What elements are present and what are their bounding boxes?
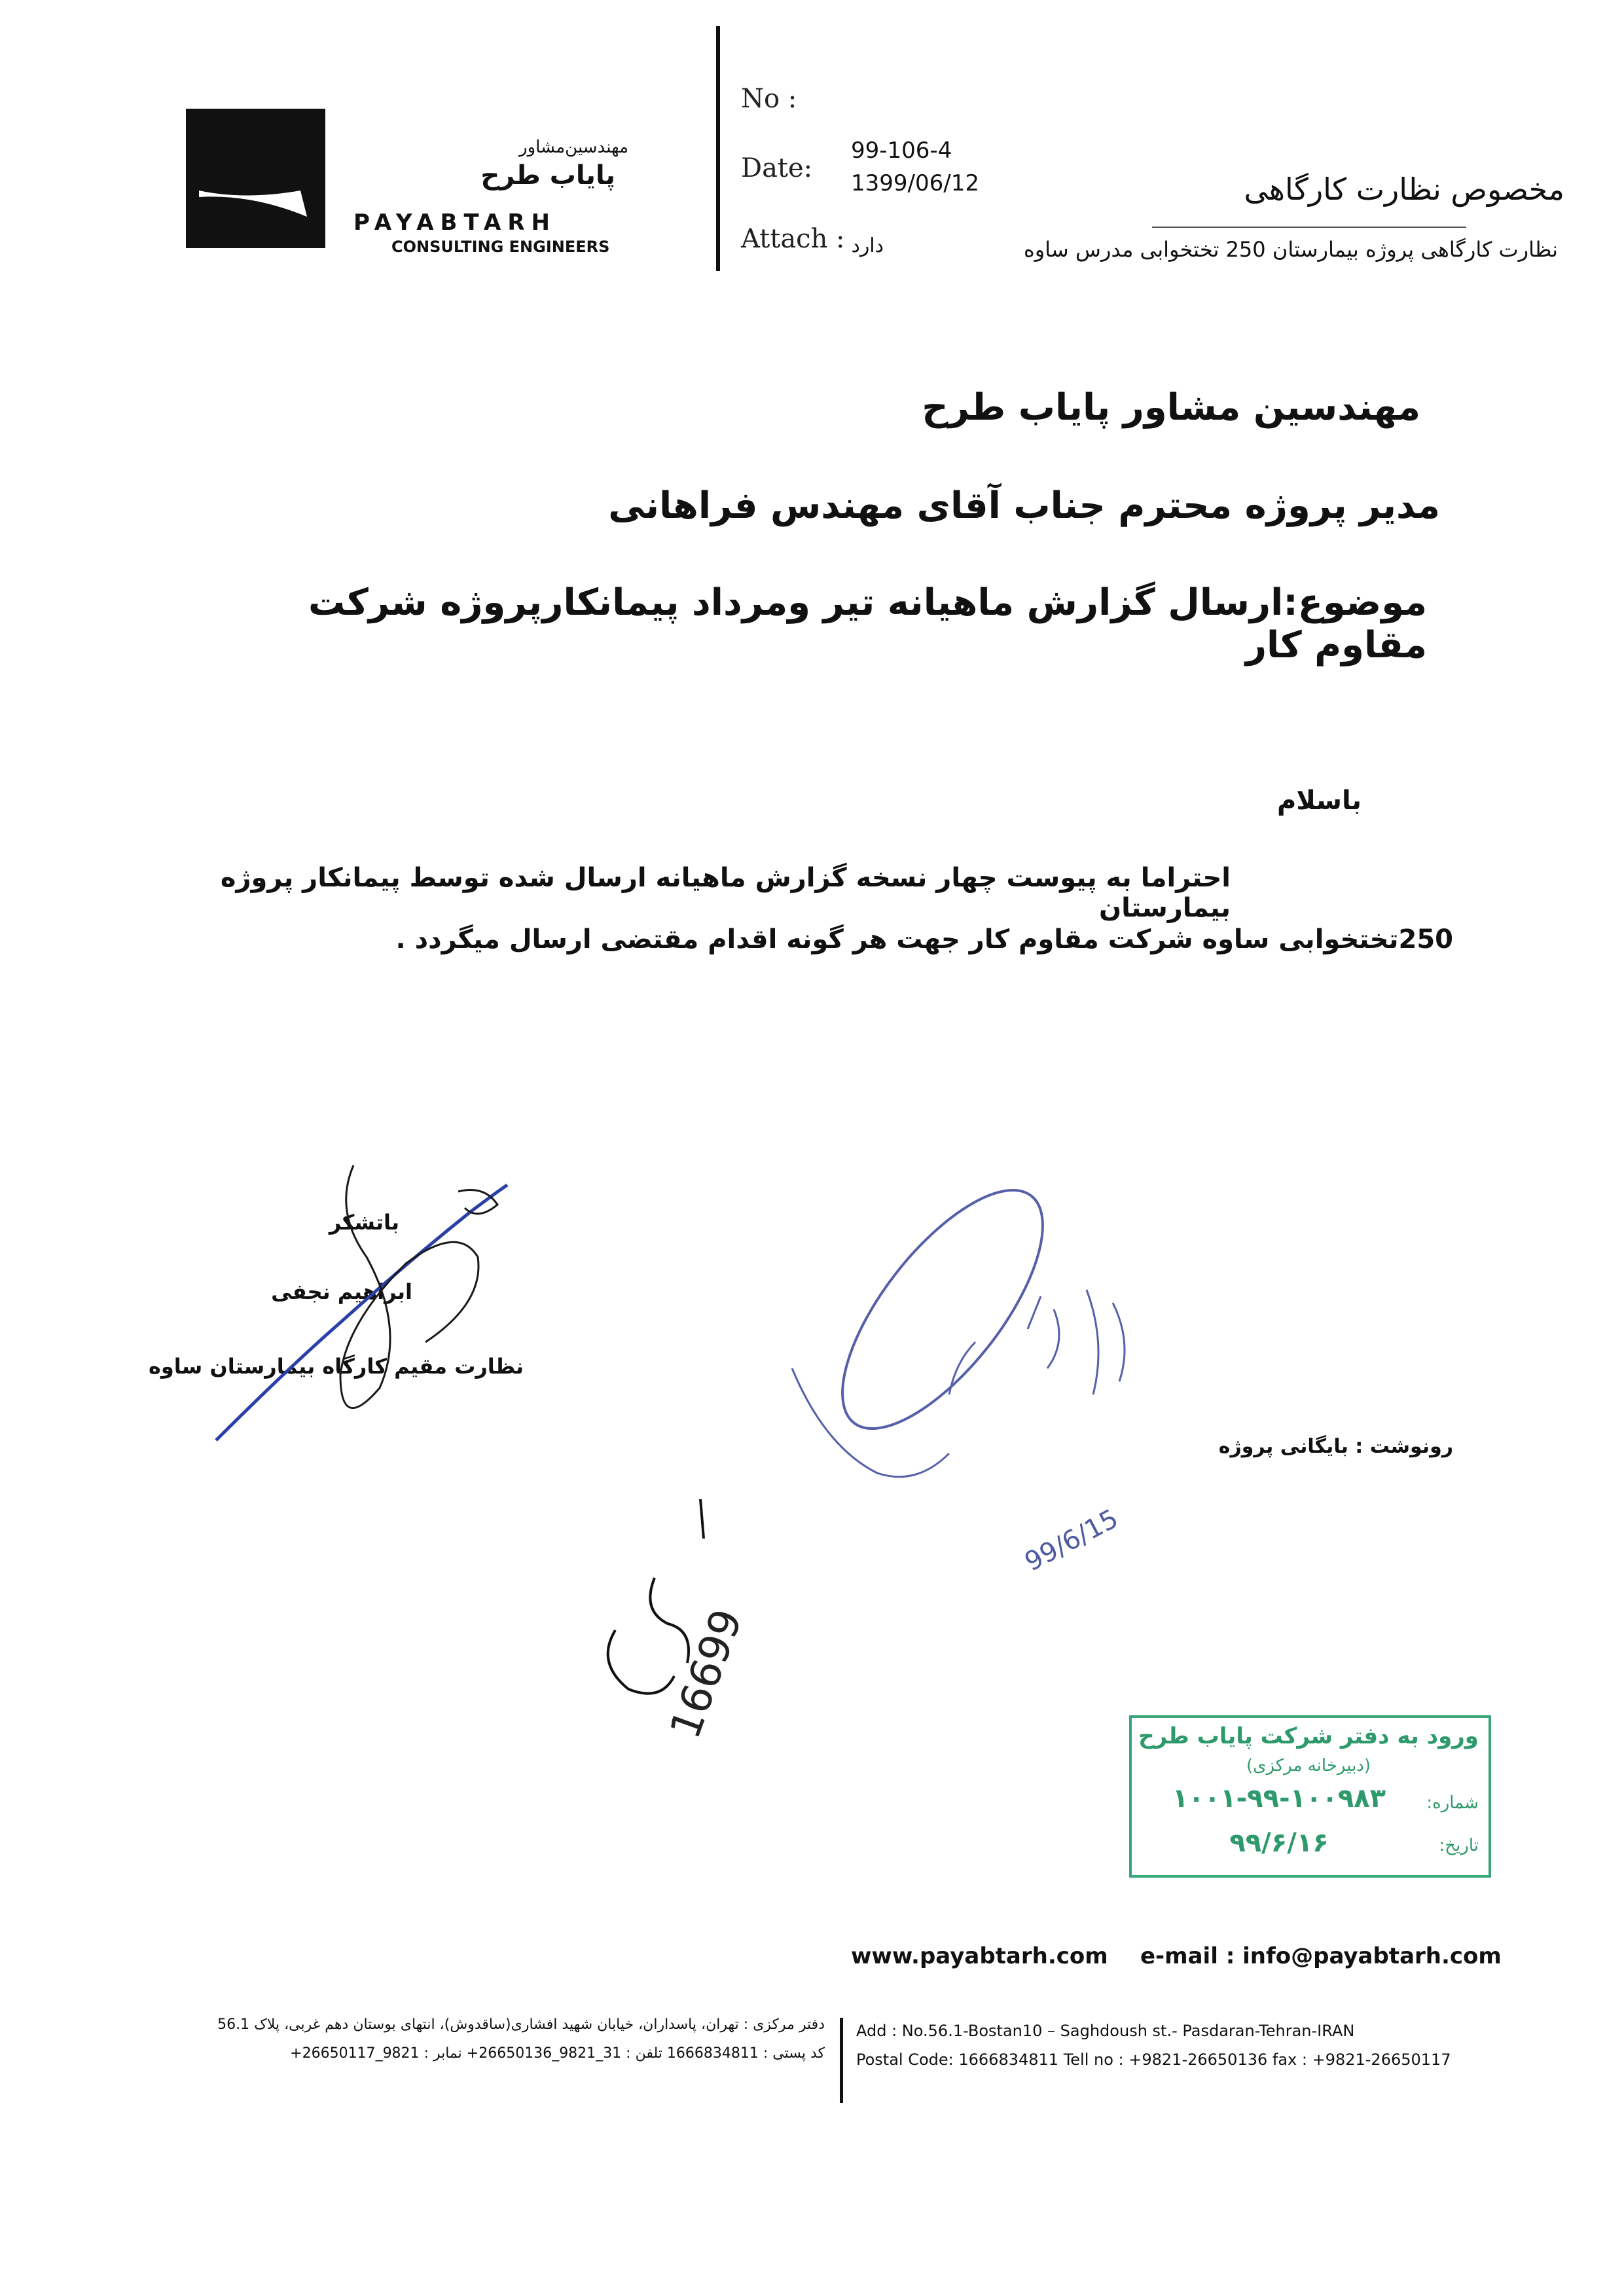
org-title: مخصوص نظارت کارگاهی	[1244, 172, 1564, 207]
company-name-fa: پایاب طرح	[480, 160, 615, 191]
greeting: باسلام	[1276, 786, 1362, 816]
body-line-1: احتراما به پیوست چهار نسخه گزارش ماهیانه ارسال شده توسط پیمانکار پروژه بیمارستان	[220, 863, 1231, 923]
cc-line: رونوشت : بایگانی پروژه	[1218, 1435, 1453, 1458]
org-subtitle: نظارت کارگاهی پروژه بیمارستان 250 تختخوابی مدرس ساوه	[1023, 237, 1558, 262]
subject-line: موضوع:ارسال گزارش ماهیانه تیر ومرداد پیمانکارپروژه شرکت مقاوم کار	[308, 581, 1427, 666]
stamp-subtitle: (دبیرخانه مرکزی)	[1246, 1756, 1371, 1776]
signer-title: نظارت مقیم کارگاه بیمارستان ساوه	[149, 1354, 524, 1379]
address-en-line-2: Postal Code: 1666834811 Tell no : +9821-26650136 fax : +9821-26650117	[856, 2050, 1451, 2069]
stamp-date-value: ۹۹/۶/۱۶	[1229, 1828, 1329, 1858]
footer-divider	[840, 2018, 843, 2103]
recipient-person: مدیر پروژه محترم جناب آقای مهندس فراهانی	[608, 484, 1440, 527]
header-divider	[716, 26, 720, 271]
org-title-underline	[1152, 227, 1466, 228]
no-label: No :	[741, 84, 797, 114]
attach-value: دارد	[851, 234, 884, 257]
signature-mark	[209, 1159, 524, 1460]
letter-date: 1399/06/12	[851, 170, 979, 196]
company-name-fa-top: مهندسین‌مشاور	[519, 137, 628, 157]
signer-name: ابراهیم نجفی	[271, 1279, 412, 1304]
closing: باتشکر	[329, 1210, 399, 1235]
stamp-title: ورود به دفتر شرکت پایاب طرح	[1138, 1723, 1479, 1749]
email-link[interactable]: e-mail : info@payabtarh.com	[1140, 1943, 1502, 1969]
attach-label: Attach :	[741, 224, 845, 254]
logo-mark-icon	[186, 109, 325, 248]
referral-date: 99/6/15	[1020, 1503, 1123, 1578]
company-logo	[186, 109, 325, 248]
address-fa-line-2: کد پستی : 1666834811 تلفن : 31_9821_26650136+ نمابر : 9821_26650117+	[290, 2045, 825, 2062]
company-name-en: PAYABTARH	[353, 210, 556, 236]
handwritten-number: 16699	[661, 1603, 753, 1745]
recipient-company: مهندسین مشاور پایاب طرح	[922, 386, 1420, 429]
receipt-stamp	[1129, 1715, 1491, 1878]
letter-number: 99-106-4	[851, 137, 952, 164]
date-label: Date:	[741, 153, 813, 183]
company-tagline: CONSULTING ENGINEERS	[391, 238, 610, 256]
website-link[interactable]: www.payabtarh.com	[851, 1943, 1108, 1969]
body-line-2: 250تختخوابی ساوه شرکت مقاوم کار جهت هر گونه اقدام مقتضی ارسال میگردد .	[395, 924, 1453, 955]
stamp-number-label: شماره:	[1426, 1793, 1479, 1813]
stamp-date-label: تاریخ:	[1439, 1836, 1479, 1855]
stamp-number-value: ۱۰۰۱-۹۹-۱۰۰۹۸۳	[1172, 1783, 1386, 1813]
address-en-line-1: Add : No.56.1-Bostan10 – Saghdoush st.- Pasdaran-Tehran-IRAN	[856, 2022, 1355, 2040]
address-fa-line-1: دفتر مرکزی : تهران، پاسداران، خیابان شهید افشاری(ساقدوش)، انتهای بوستان دهم غربی، پلاک 56.1	[217, 2016, 825, 2033]
